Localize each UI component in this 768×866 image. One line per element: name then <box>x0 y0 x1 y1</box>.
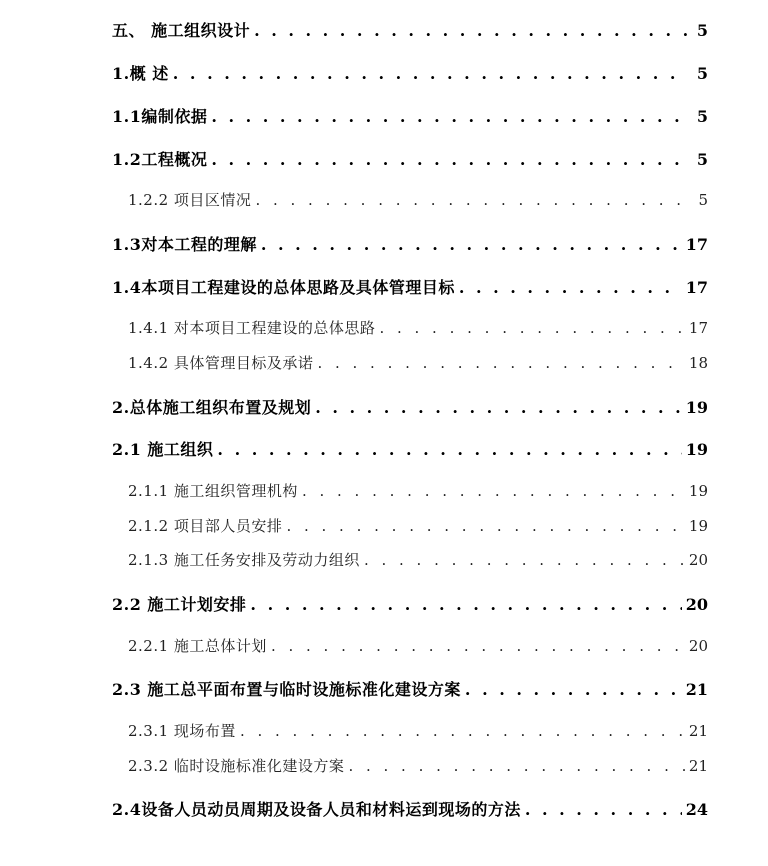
toc-entry-label: 1.4.1 对本项目工程建设的总体思路 <box>128 319 376 337</box>
toc-page-number: 21 <box>688 722 708 740</box>
toc-dot-leader <box>459 278 682 297</box>
toc-entry-label: 2.4设备人员动员周期及设备人员和材料运到现场的方法 <box>112 800 521 819</box>
toc-entry[interactable] <box>128 189 708 210</box>
toc-entry-label: 2.1.2 项目部人员安排 <box>128 517 283 535</box>
toc-entry-label: 2.3.2 临时设施标准化建设方案 <box>128 757 345 775</box>
toc-entry[interactable] <box>112 275 708 298</box>
toc-page-number: 17 <box>688 319 708 337</box>
toc-page-number: 5 <box>698 191 708 209</box>
toc-page-number: 20 <box>688 551 708 569</box>
toc-dot-leader <box>240 722 685 740</box>
toc-entry[interactable] <box>112 18 708 41</box>
toc-entry-label: 2.1.1 施工组织管理机构 <box>128 482 298 500</box>
toc-entry-label: 1.3对本工程的理解 <box>112 235 257 254</box>
toc-entry[interactable] <box>128 515 708 536</box>
toc-page-number: 19 <box>688 517 708 535</box>
toc-entry-label: 2.3.1 现场布置 <box>128 722 236 740</box>
toc-page-number: 5 <box>696 107 708 126</box>
toc-page-number: 24 <box>685 800 708 819</box>
toc-entry-label: 2.2 施工计划安排 <box>112 595 247 614</box>
toc-page-number: 17 <box>685 278 708 297</box>
toc-entry[interactable] <box>112 61 708 84</box>
toc-page-number: 19 <box>685 398 708 417</box>
toc-entry-label: 1.2.2 项目区情况 <box>128 191 252 209</box>
toc-entry[interactable] <box>112 437 708 460</box>
toc-entry[interactable] <box>112 592 708 615</box>
toc-page-number: 19 <box>688 482 708 500</box>
toc-entry-label: 2.3 施工总平面布置与临时设施标准化建设方案 <box>112 680 461 699</box>
toc-dot-leader <box>348 757 684 775</box>
toc-dot-leader <box>217 440 681 459</box>
toc-entry[interactable] <box>128 480 708 501</box>
toc-dot-leader <box>211 107 688 126</box>
toc-page-number: 21 <box>688 757 708 775</box>
toc-entry[interactable] <box>128 635 708 656</box>
toc-entry-label: 2.1.3 施工任务安排及劳动力组织 <box>128 551 360 569</box>
toc-page-number: 20 <box>688 637 708 655</box>
toc-dot-leader <box>173 64 688 83</box>
toc-dot-leader <box>315 398 682 417</box>
toc-entry-label: 五、 施工组织设计 <box>112 21 251 40</box>
toc-entry[interactable] <box>128 549 708 570</box>
toc-dot-leader <box>254 21 688 40</box>
toc-entry[interactable] <box>128 317 708 338</box>
toc-entry-label: 2.总体施工组织布置及规划 <box>112 398 312 417</box>
toc-page-number: 5 <box>696 150 708 169</box>
toc-entry[interactable] <box>112 147 708 170</box>
toc-entry[interactable] <box>112 677 708 700</box>
toc-entry-label: 1.概 述 <box>112 64 169 83</box>
toc-dot-leader <box>364 551 685 569</box>
toc-dot-leader <box>250 595 681 614</box>
toc-dot-leader <box>211 150 688 169</box>
toc-page-number: 5 <box>696 21 708 40</box>
toc-entry[interactable] <box>128 755 708 776</box>
toc-dot-leader <box>525 800 682 819</box>
toc-entry[interactable] <box>112 232 708 255</box>
toc-dot-leader <box>302 482 685 500</box>
toc-dot-leader <box>261 235 682 254</box>
toc-page-number: 5 <box>696 64 708 83</box>
toc-dot-leader <box>255 191 688 209</box>
toc-dot-leader <box>271 637 685 655</box>
toc-entry-label: 2.2.1 施工总体计划 <box>128 637 267 655</box>
toc-dot-leader <box>465 680 682 699</box>
toc-page-number: 17 <box>685 235 708 254</box>
toc-entry-label: 1.4本项目工程建设的总体思路及具体管理目标 <box>112 278 455 297</box>
toc-page-number: 20 <box>685 595 708 614</box>
toc-entry-label: 1.4.2 具体管理目标及承诺 <box>128 354 314 372</box>
toc-entry-label: 1.2工程概况 <box>112 150 208 169</box>
toc-page-number: 21 <box>685 680 708 699</box>
toc-entry-label: 1.1编制依据 <box>112 107 208 126</box>
toc-page-number: 18 <box>688 354 708 372</box>
toc-entry[interactable] <box>112 797 708 820</box>
toc-entry[interactable] <box>112 104 708 127</box>
toc-page-number: 19 <box>685 440 708 459</box>
toc-entry-label: 2.1 施工组织 <box>112 440 214 459</box>
toc-entry[interactable] <box>128 720 708 741</box>
toc-dot-leader <box>379 319 684 337</box>
toc-entry[interactable] <box>128 352 708 373</box>
toc-dot-leader <box>286 517 684 535</box>
toc-dot-leader <box>317 354 684 372</box>
toc-entry[interactable] <box>112 395 708 418</box>
